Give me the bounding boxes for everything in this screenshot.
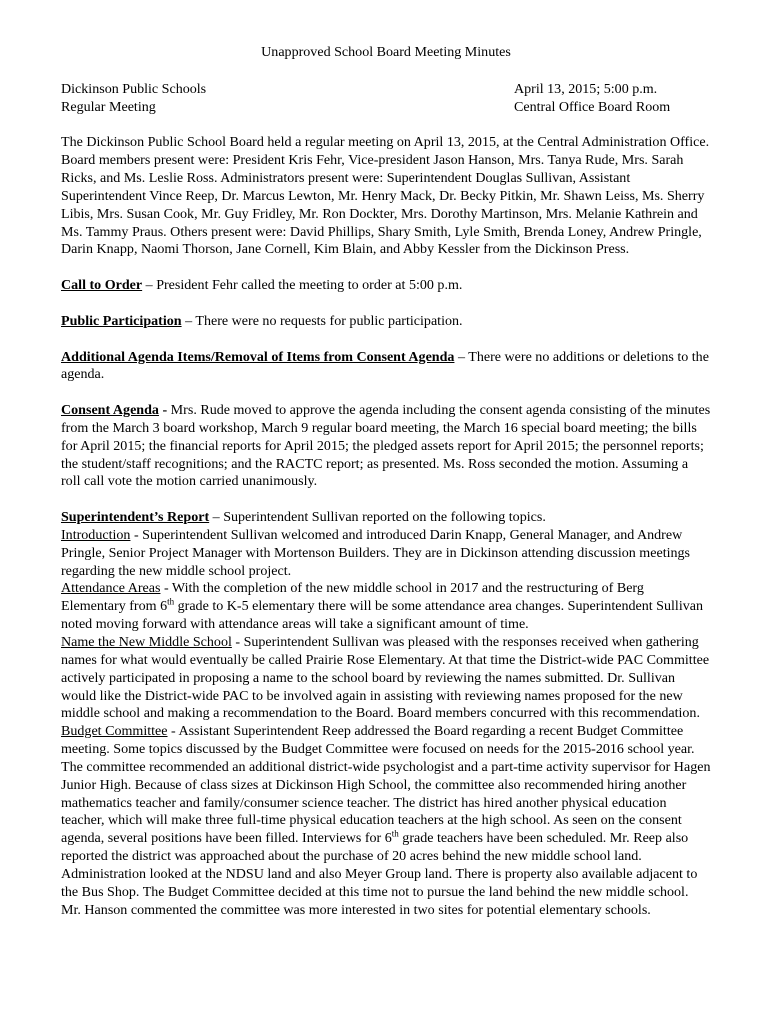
introduction-label: Introduction (61, 526, 131, 543)
consent-agenda-dash: - (158, 402, 168, 419)
meeting-location: Central Office Board Room (514, 98, 671, 115)
ordinal-suffix: th (391, 828, 399, 839)
attendance-areas-label: Attendance Areas (61, 580, 161, 597)
org-name: Dickinson Public Schools (61, 80, 207, 97)
budget-committee-text-b: grade teachers have been scheduled. Mr. Reep also reported the district was approached about the purchase of 20 acres behind the new middle school land. Administration looked at the NDSU land and also Meyer Group land. There is property also available adjacent to the Bus Shop. The Budget Committee decided at this time not to pursue the land behind the new middle school. Mr. Hanson commented the committee was more interested in two sites for potential elementary schools. (61, 830, 698, 918)
attendance-areas-text-a: - With the completion of the new middle school in 2017 and the restructuring of Berg Elementary from 6 (61, 580, 644, 615)
header-right (514, 81, 711, 117)
introduction-text: - Superintendent Sullivan welcomed and introduced Darin Knapp, General Manager, and Andrew Pringle, Senior Project Manager with Mortenson Builders. They are in Dickinson attending discussion meetings regarding the new middle school project. (61, 526, 691, 579)
budget-committee-item (61, 723, 711, 919)
intro-paragraph: The Dickinson Public School Board held a regular meeting on April 13, 2015, at the Central Administration Office. Board members present were: President Kris Fehr, Vice-president Jason Hanson, Mrs. Tanya Rude, Mrs. Sarah Ricks, and Ms. Leslie Ross. Administrators present were: Superintendent Douglas Sullivan, Assistant Superintendent Vince Reep, Dr. Marcus Lewton, Mr. Henry Mack, Dr. Becky Pitkin, Mr. Shawn Leiss, Ms. Sherry Libis, Mrs. Susan Cook, Mr. Guy Fridley, Mr. Ron Dockter, Mrs. Dorothy Martinson, Mrs. Melanie Kathrein and Ms. Tammy Praus. Others present were: David Phillips, Shary Smith, Lyle Smith, Brenda Loney, Andrew Pringle, Darin Knapp, Naomi Thorson, Jane Cornell, Kim Blain, and Abby Kessler from the Dickinson Press. (61, 134, 710, 258)
attendance-areas-item (61, 580, 711, 634)
public-participation-text: – There were no requests for public participation. (181, 312, 463, 329)
header-left (61, 81, 206, 117)
attendance-areas-text-b: grade to K-5 elementary there will be some attendance area changes. Superintendent Sullivan noted moving forward with attendance areas will take a significant amount of time. (61, 598, 704, 633)
superintendent-report-text: – Superintendent Sullivan reported on the following topics. (209, 509, 546, 526)
document-title: Unapproved School Board Meeting Minutes (261, 44, 511, 60)
consent-agenda-text: Mrs. Rude moved to approve the agenda including the consent agenda consisting of the minutes from the March 3 board workshop, March 9 regular board meeting, the March 16 special board meeting; the bills for April 2015; the financial reports for April 2015; the pledged assets report for April 2015; the personnel reports; the student/staff recognitions; and the RACTC report; as presented. Ms. Ross seconded the motion. Assuming a roll call vote the motion carried unanimously. (61, 402, 711, 490)
call-to-order-section (61, 277, 711, 295)
name-school-item (61, 634, 711, 723)
additional-items-heading: Additional Agenda Items/Removal of Items from Consent Agenda (61, 348, 455, 365)
superintendent-report-section (61, 509, 711, 527)
meeting-header (61, 81, 711, 117)
name-school-text: - Superintendent Sullivan was pleased with the responses received when gathering names for what would eventually be called Prairie Rose Elementary. At that time the District-wide PAC Committee actively participated in proposing a name to the school board by reviewing the names submitted. Dr. Sullivan would like the District-wide PAC to be involved again in assisting with reviewing names proposed for the new middle school and making a recommendation to the Board. Board members concurred with this recommendation. (61, 634, 710, 722)
consent-agenda-section (61, 402, 711, 491)
public-participation-section (61, 313, 711, 331)
consent-agenda-heading: Consent Agenda (61, 402, 159, 419)
call-to-order-text: – President Fehr called the meeting to order at 5:00 p.m. (142, 277, 463, 294)
additional-items-section (61, 349, 711, 385)
meeting-type: Regular Meeting (61, 98, 156, 115)
public-participation-heading: Public Participation (61, 312, 182, 329)
budget-committee-label: Budget Committee (61, 723, 168, 740)
budget-committee-text-a: - Assistant Superintendent Reep addressed the Board regarding a recent Budget Committee meeting. Some topics discussed by the Budget Committee were focused on needs for the 2015-2016 school year. The committee recommended an additional district-wide psychologist and a part-time activity supervisor for Hagen Junior High. Because of class sizes at Dickinson High School, the committee also recommended hiring another mathematics teacher and family/consumer science teacher. The district has hired another physical education teacher, which will make three full-time physical education teachers at the high school. As seen on the consent agenda, several positions have been filled. Interviews for 6 (61, 723, 711, 847)
superintendent-report-heading: Superintendent’s Report (61, 509, 210, 526)
meeting-date-time: April 13, 2015; 5:00 p.m. (514, 80, 658, 97)
introduction-item (61, 527, 711, 581)
name-school-label: Name the New Middle School (61, 634, 232, 650)
ordinal-suffix: th (167, 596, 175, 607)
minutes-document (61, 44, 711, 920)
call-to-order-heading: Call to Order (61, 277, 143, 294)
additional-items-text: – There were no additions or deletions to the agenda. (61, 348, 709, 383)
